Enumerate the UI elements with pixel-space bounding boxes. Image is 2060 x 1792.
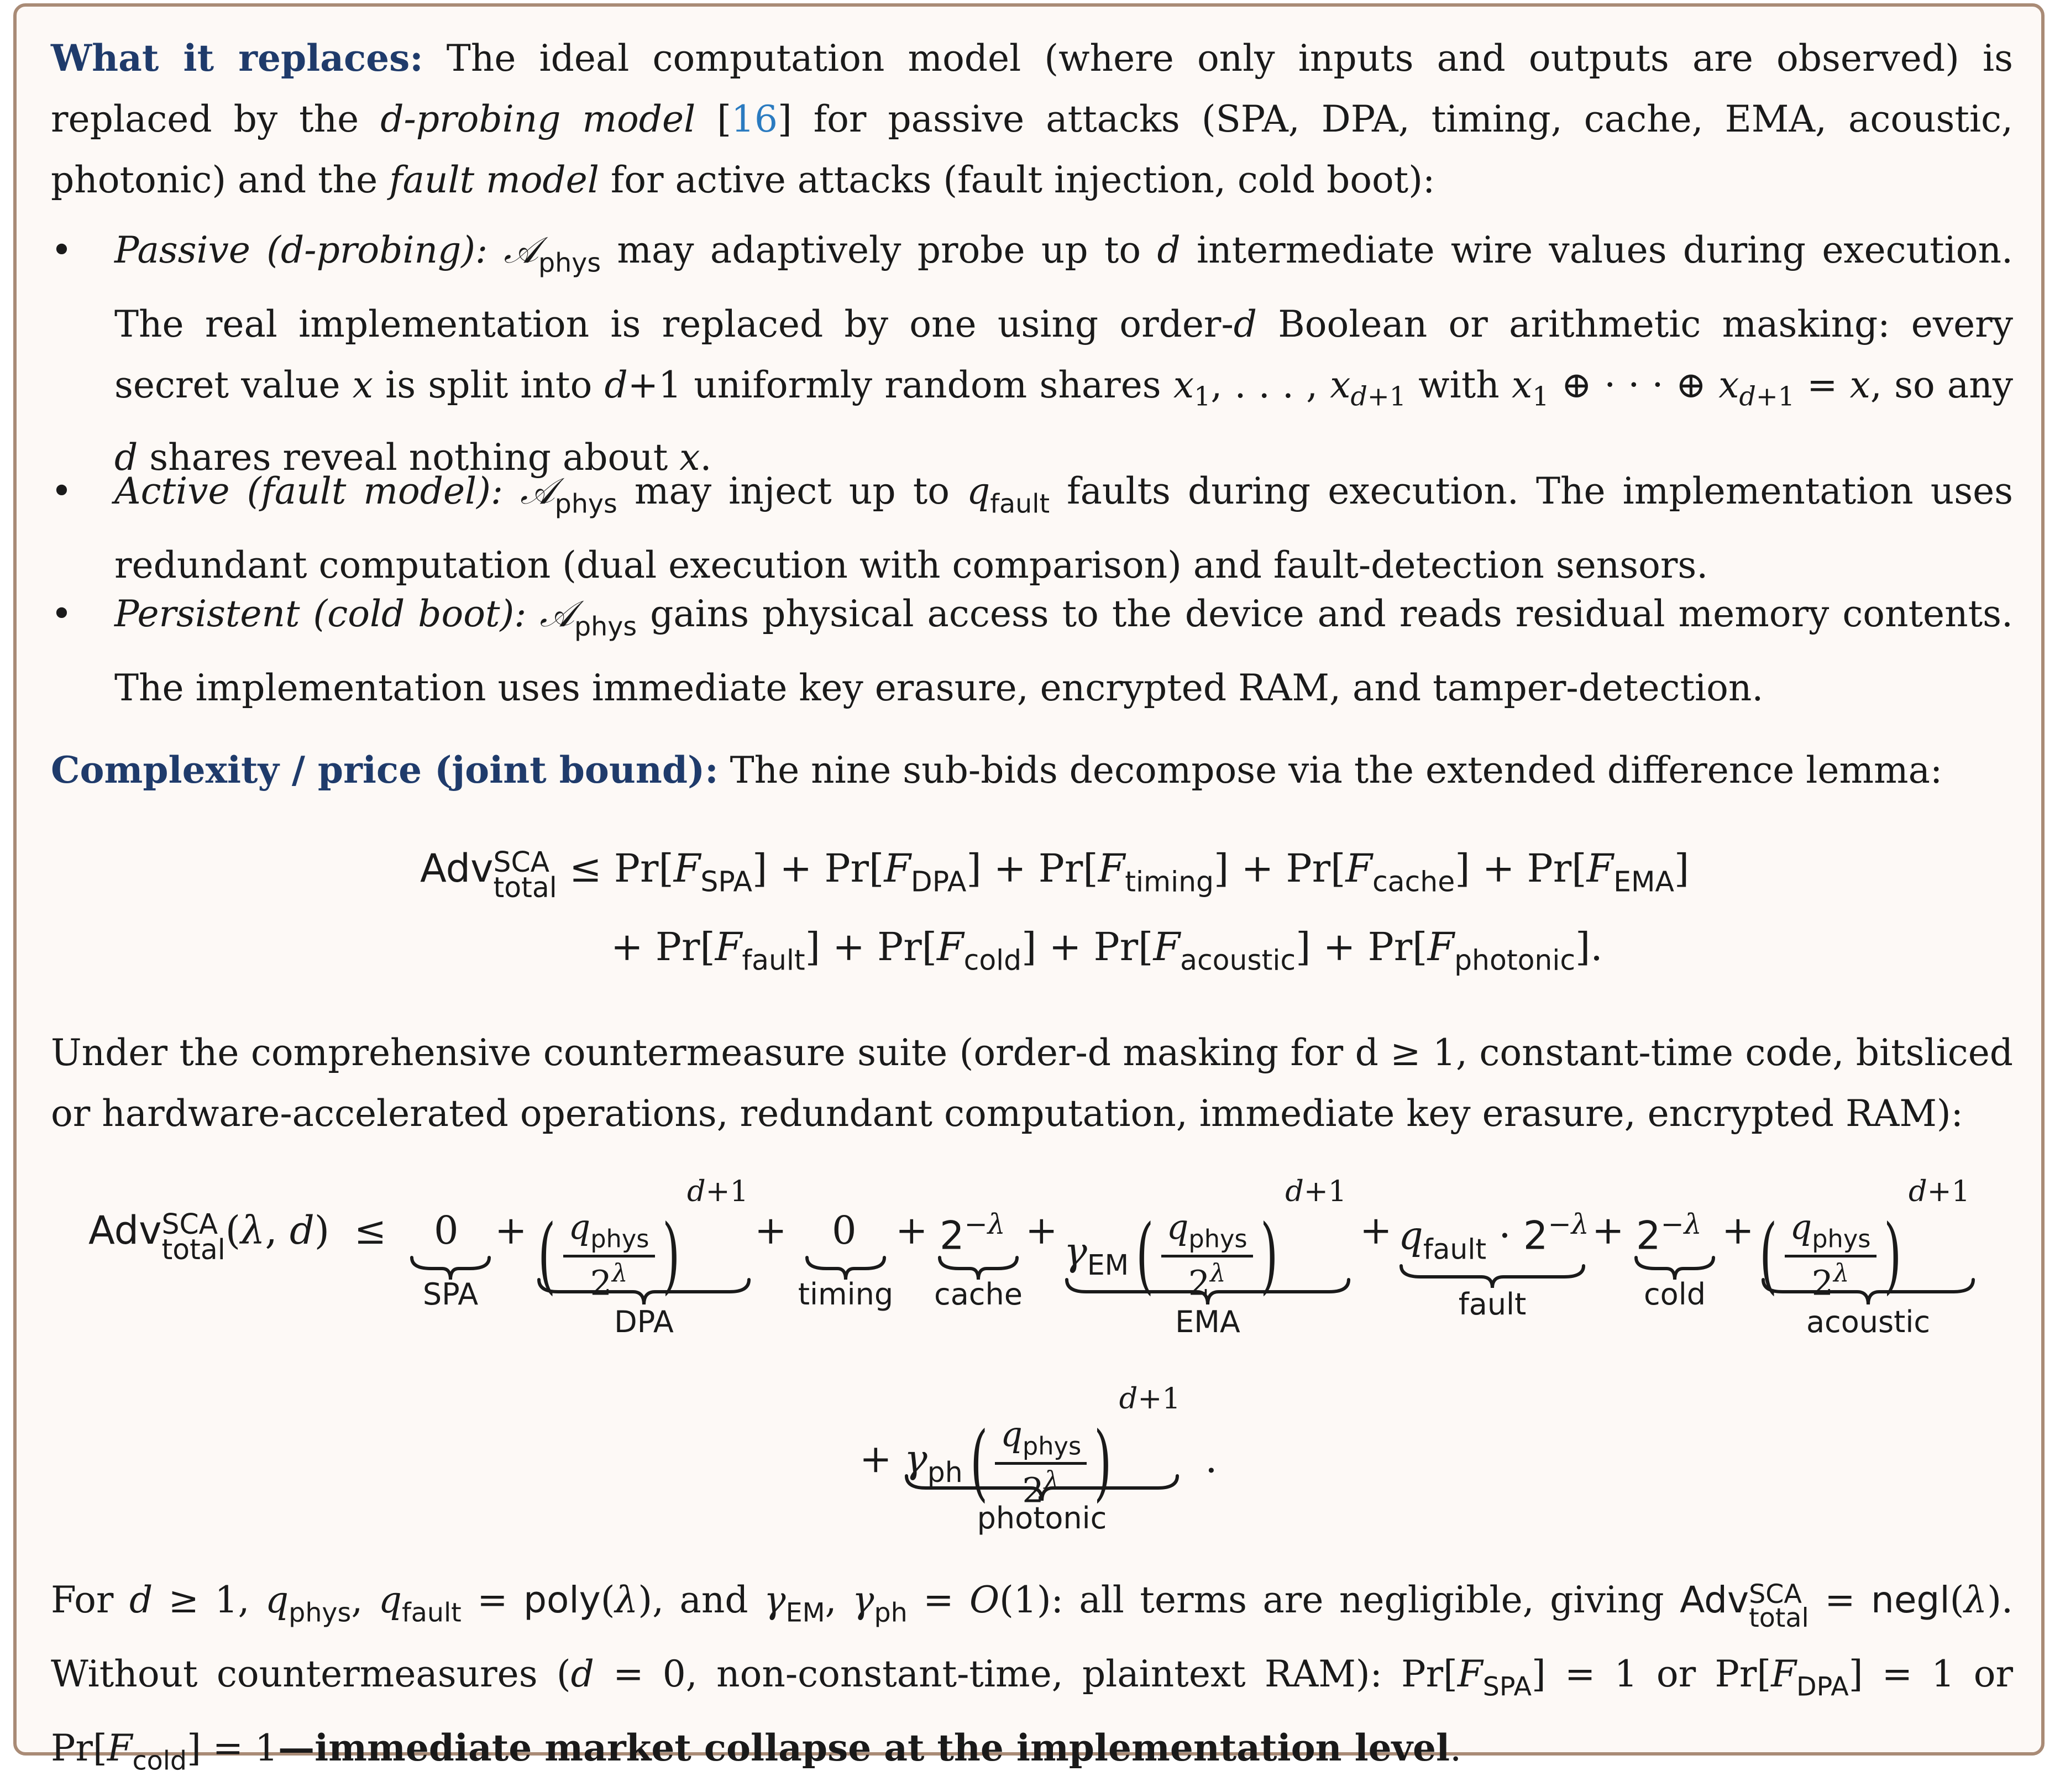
joint-bound-equation-line1: Adv SCA total ≤ $Pr[F_{SPA}] + Pr[F_{DPA}] + Pr[F_{timing}] + Pr[F_{cache}] + Pr[F_{EMA}]$ (420, 846, 1690, 904)
bullet-icon: • (51, 593, 72, 635)
d-probing-term: d-probing model (380, 98, 696, 140)
bullet-icon: • (51, 470, 72, 512)
bullet-icon: • (51, 229, 72, 271)
citation-link[interactable]: 16 (731, 98, 778, 140)
fault-model-term: fault model (389, 159, 599, 201)
suite-paragraph: Under the comprehensive countermeasure suite (order-d masking for d ≥ 1, constant-time code, bitsliced or hardware-accelerated operations, redundant computation, immediate key erasure, encrypted RAM): (51, 1031, 2013, 1135)
conclusion-paragraph: For d ≥ 1, $q_{phys}$, $q_{fault}$ = poly(λ), and $\gamma_{EM}$, $\gamma_{ph} = O(1)$: all terms are negligible, giving Adv SCA total = negl(λ). Without countermeasures (d = 0, non-constant-time, plaintext RAM): $Pr[F_{SPA}] = 1$ or $Pr[F_{DPA}] = 1$ or $Pr[F_{cold}]$ = 1—immediate market collapse at the implementation level. (51, 1579, 2013, 1777)
collapse-statement: —immediate market collapse at the implementation level (278, 1726, 1450, 1770)
joint-bound-equation-line2: + $Pr[F_{fault}] + Pr[F_{cold}] + Pr[F_{acoustic}] + Pr[F_{photonic}]$. (611, 924, 1603, 977)
replaces-paragraph: What it replaces: The ideal computation model (where only inputs and outputs are observed) is replaced by the d-probing model [16] for passive attacks (SPA, DPA, timing, cache, EMA, acoustic, photonic) and the fault model for active attacks (fault injection, cold boot): (51, 36, 2014, 201)
complexity-paragraph: Complexity / price (joint bound): The nine sub-bids decompose via the extended difference lemma: (51, 748, 1943, 792)
replaces-heading: What it replaces: (51, 36, 423, 80)
complexity-heading: Complexity / price (joint bound): (51, 748, 719, 792)
